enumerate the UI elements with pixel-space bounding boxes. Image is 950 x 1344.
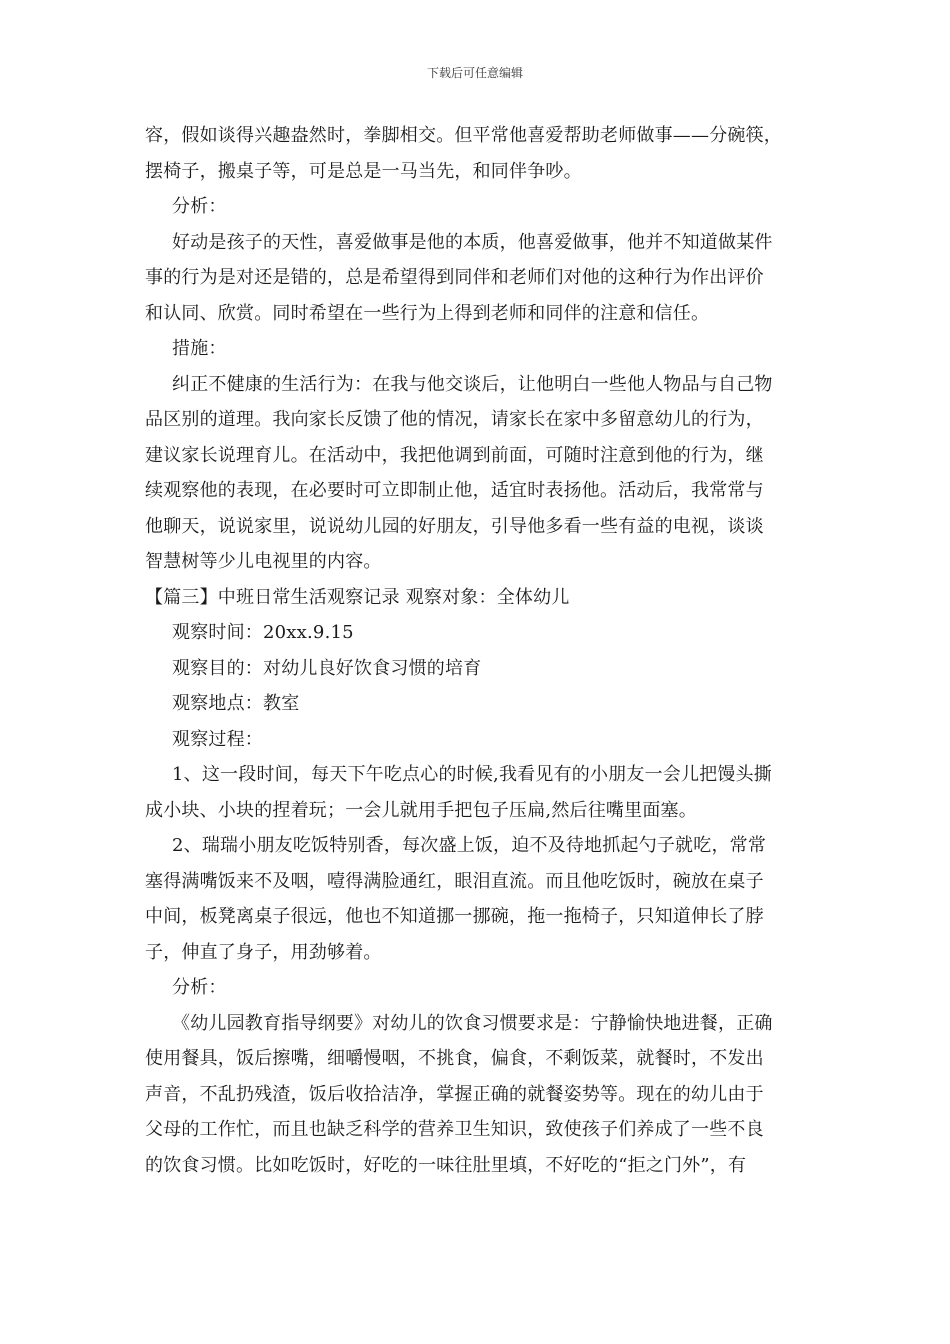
text-line: 塞得满嘴饭来不及咽，噎得满脸通红，眼泪直流。而且他吃饭时，碗放在桌子 <box>145 870 764 892</box>
text-line: 声音，不乱扔残渣，饭后收拾洁净，掌握正确的就餐姿势等。现在的幼儿由于 <box>145 1083 764 1105</box>
text-line: 措施： <box>172 338 227 359</box>
text-line: 和认同、欣赏。同时希望在一些行为上得到老师和同伴的注意和信任。 <box>145 302 710 324</box>
text-line: 父母的工作忙，而且也缺乏科学的营养卫生知识，致使孩子们养成了一些不良 <box>145 1119 764 1140</box>
text-line: 【篇三】中班日常生活观察记录 观察对象：全体幼儿 <box>145 586 570 608</box>
text-line: 成小块、小块的捏着玩；一会儿就用手把包子压扁,然后往嘴里面塞。 <box>145 799 697 821</box>
text-line: 分析： <box>172 196 227 217</box>
text-line: 智慧树等少儿电视里的内容。 <box>145 551 382 572</box>
text-line: 使用餐具，饭后擦嘴，细嚼慢咽，不挑食，偏食，不剩饭菜，就餐时，不发出 <box>145 1048 764 1069</box>
text-line: 子，伸直了身子，用劲够着。 <box>145 941 382 963</box>
text-line: 观察过程： <box>172 728 263 750</box>
text-line: 纠正不健康的生活行为：在我与他交谈后，让他明白一些他人物品与自己物 <box>172 373 773 395</box>
text-line: 续观察他的表现，在必要时可立即制止他，适宜时表扬他。活动后，我常常与 <box>145 480 764 501</box>
text-line: 分析： <box>172 977 227 998</box>
text-line: 摆椅子，搬桌子等，可是总是一马当先，和同伴争吵。 <box>145 160 582 182</box>
text-line: 2、瑞瑞小朋友吃饭特别香，每次盛上饭，迫不及待地抓起勺子就吃，常常 <box>172 835 767 856</box>
text-line: 观察目的：对幼儿良好饮食习惯的培育 <box>172 657 482 679</box>
text-line: 容，假如谈得兴趣盎然时，拳脚相交。但平常他喜爱帮助老师做事——分碗筷， <box>145 125 782 146</box>
document-body <box>145 118 813 1183</box>
text-line: 事的行为是对还是错的，总是希望得到同伴和老师们对他的这种行为作出评价 <box>145 267 764 288</box>
text-line: 中间，板凳离桌子很远，他也不知道挪一挪碗，拖一拖椅子，只知道伸长了脖 <box>145 906 764 927</box>
text-line: 观察时间：20xx.9.15 <box>172 622 354 643</box>
text-line: 《幼儿园教育指导纲要》对幼儿的饮食习惯要求是：宁静愉快地进餐，正确 <box>172 1012 773 1034</box>
text-line: 好动是孩子的天性，喜爱做事是他的本质，他喜爱做事，他并不知道做某件 <box>172 231 773 253</box>
page-header: 下载后可任意编辑 <box>426 66 523 80</box>
text-line: 他聊天，说说家里，说说幼儿园的好朋友，引导他多看一些有益的电视，谈谈 <box>145 515 764 537</box>
text-line: 的饮食习惯。比如吃饭时，好吃的一味往肚里填，不好吃的“拒之门外”，有 <box>145 1154 747 1176</box>
text-line: 1、这一段时间，每天下午吃点心的时候,我看见有的小朋友一会儿把馒头撕 <box>172 764 772 785</box>
text-line: 观察地点：教室 <box>172 693 300 714</box>
text-line: 建议家长说理育儿。在活动中，我把他调到前面，可随时注意到他的行为，继 <box>145 444 764 466</box>
text-line: 品区别的道理。我向家长反馈了他的情况，请家长在家中多留意幼儿的行为， <box>145 409 764 430</box>
